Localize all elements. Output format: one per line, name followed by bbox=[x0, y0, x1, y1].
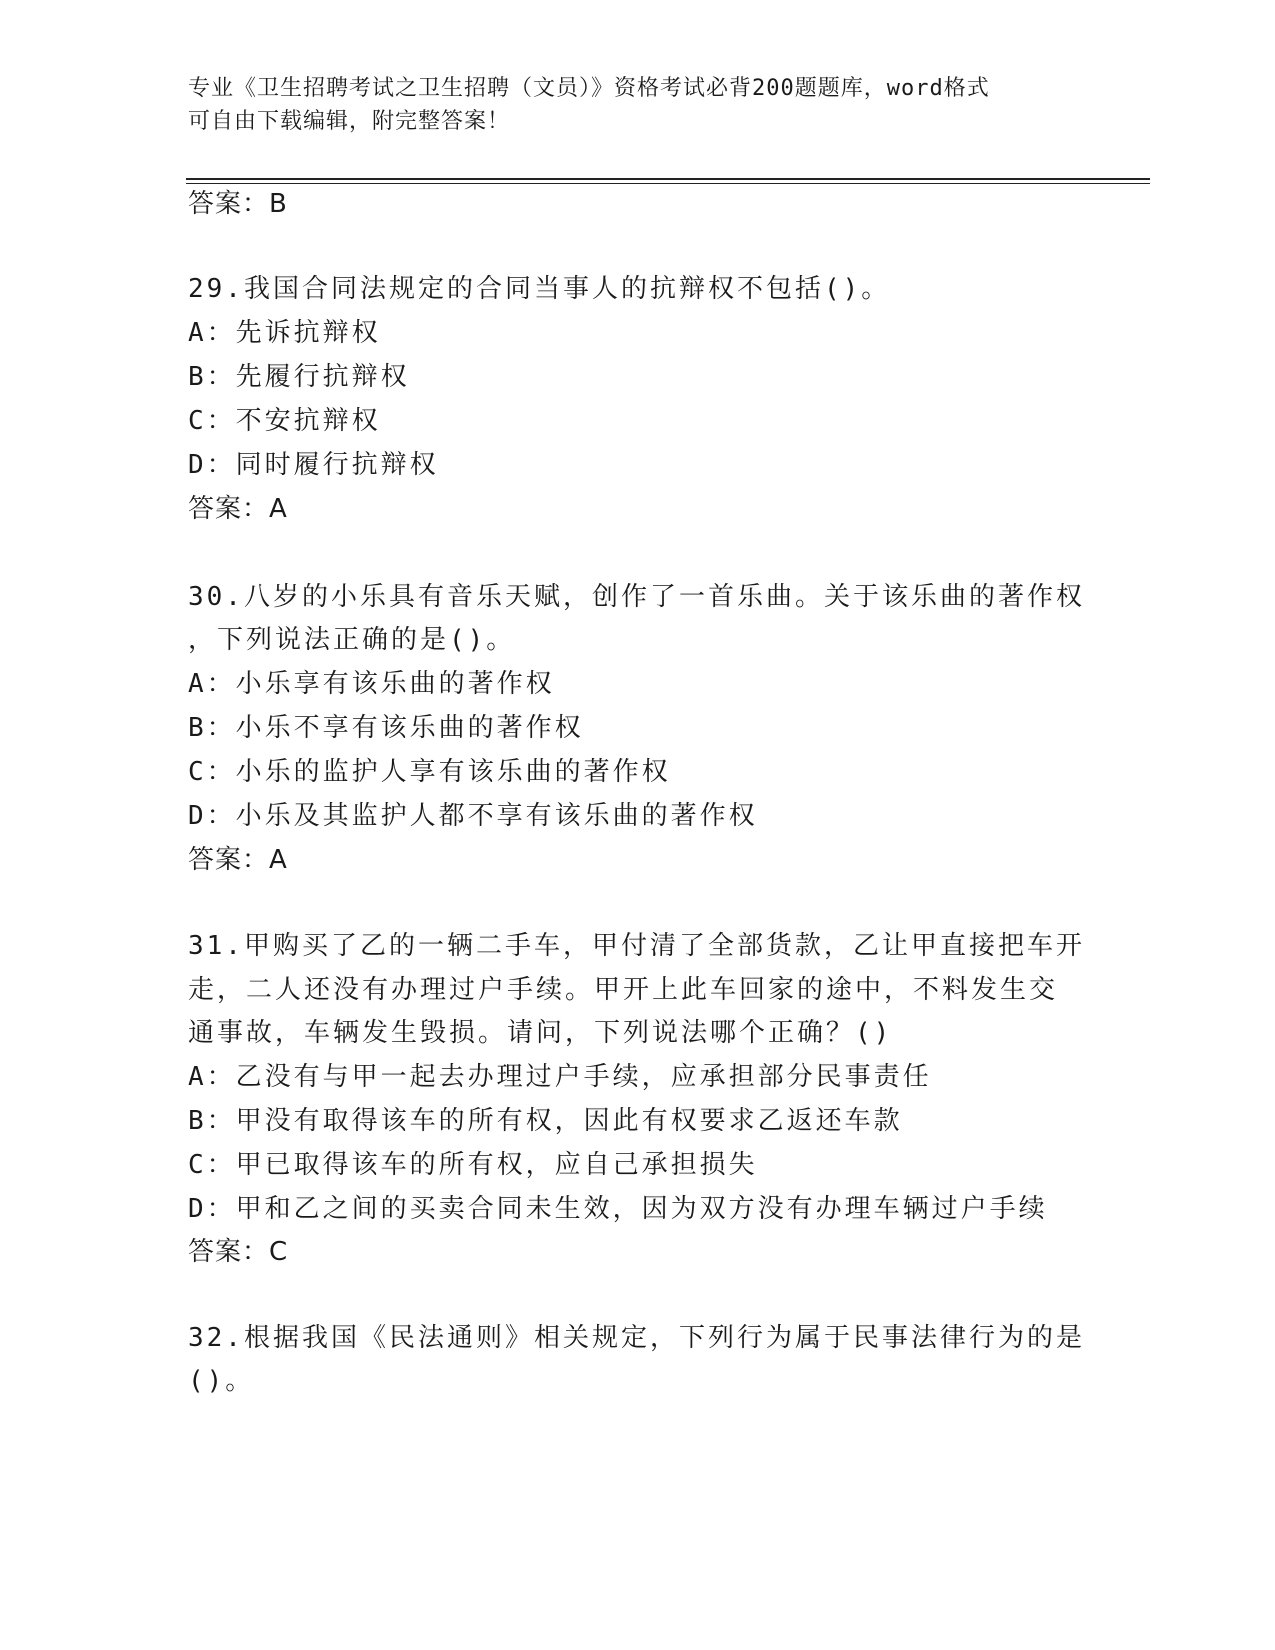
question-30-option-b: B：小乐不享有该乐曲的著作权 bbox=[188, 713, 584, 743]
question-30-option-c: C：小乐的监护人享有该乐曲的著作权 bbox=[188, 757, 671, 787]
question-31-option-d: D：甲和乙之间的买卖合同未生效，因为双方没有办理车辆过户手续 bbox=[188, 1194, 1048, 1224]
question-31-option-b: B：甲没有取得该车的所有权，因此有权要求乙返还车款 bbox=[188, 1106, 903, 1136]
question-29-option-b: B：先履行抗辩权 bbox=[188, 362, 410, 392]
question-31-stem-line-3: 通事故，车辆发生毁损。请问，下列说法哪个正确？() bbox=[188, 1018, 893, 1048]
header-divider-thin bbox=[186, 183, 1150, 184]
question-31-stem-line-1: 31.甲购买了乙的一辆二手车，甲付清了全部货款，乙让甲直接把车开 bbox=[188, 931, 1085, 961]
question-29-answer: 答案：A bbox=[188, 494, 288, 524]
question-30-stem-line-2: ，下列说法正确的是()。 bbox=[188, 625, 516, 655]
document-header bbox=[188, 72, 1068, 138]
question-29-stem: 29.我国合同法规定的合同当事人的抗辩权不包括()。 bbox=[188, 274, 891, 304]
question-32-stem-line-1: 32.根据我国《民法通则》相关规定，下列行为属于民事法律行为的是 bbox=[188, 1323, 1085, 1353]
question-29-option-a: A：先诉抗辩权 bbox=[188, 318, 381, 348]
header-line-1: 专业《卫生招聘考试之卫生招聘（文员）》资格考试必背200题题库，word格式 bbox=[188, 76, 990, 101]
question-31-answer: 答案：C bbox=[188, 1237, 289, 1267]
header-line-2: 可自由下载编辑，附完整答案！ bbox=[188, 109, 511, 134]
header-divider-thick bbox=[186, 178, 1150, 180]
question-30-answer: 答案：A bbox=[188, 845, 288, 875]
question-30-option-d: D：小乐及其监护人都不享有该乐曲的著作权 bbox=[188, 801, 758, 831]
question-32-stem-line-2: ()。 bbox=[188, 1366, 255, 1396]
answer-28: 答案：B bbox=[188, 189, 288, 219]
question-29-option-d: D：同时履行抗辩权 bbox=[188, 450, 439, 480]
question-31-stem-line-2: 走，二人还没有办理过户手续。甲开上此车回家的途中，不料发生交 bbox=[188, 975, 1059, 1005]
question-30-option-a: A：小乐享有该乐曲的著作权 bbox=[188, 669, 555, 699]
question-29-option-c: C：不安抗辩权 bbox=[188, 406, 381, 436]
question-31-option-c: C：甲已取得该车的所有权，应自己承担损失 bbox=[188, 1150, 758, 1180]
question-30-stem-line-1: 30.八岁的小乐具有音乐天赋，创作了一首乐曲。关于该乐曲的著作权 bbox=[188, 582, 1085, 612]
question-31-option-a: A：乙没有与甲一起去办理过户手续，应承担部分民事责任 bbox=[188, 1062, 932, 1092]
